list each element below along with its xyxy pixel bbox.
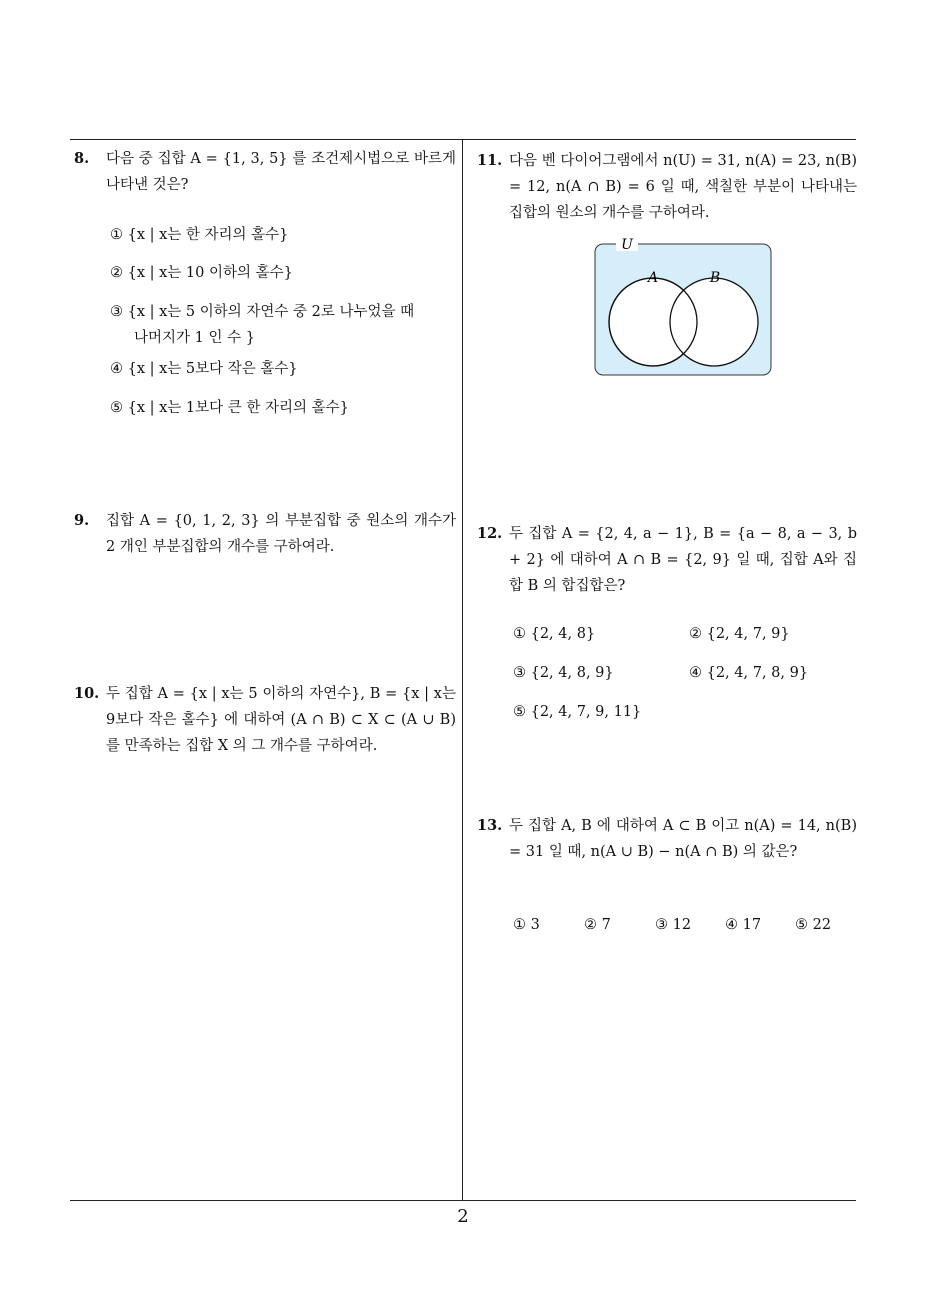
- question-12-option-5[interactable]: ⑤ {2, 4, 7, 9, 11}: [513, 704, 642, 720]
- question-8-option-2[interactable]: ② {x | x는 10 이하의 홀수}: [110, 265, 293, 281]
- question-8-stem: 다음 중 집합 A = {1, 3, 5} 를 조건제시법으로 바르게 나타낸 것은?: [106, 151, 456, 193]
- question-10-stem: 두 집합 A = {x | x는 5 이하의 자연수}, B = {x | x는 9보다 작은 홀수} 에 대하여 (A ∩ B) ⊂ X ⊂ (A ∪ B) 를 만족하는 집합 X 의 그 개수를 구하여라.: [106, 686, 456, 754]
- question-8-number: 8.: [74, 150, 90, 167]
- venn-set-a-label: A: [647, 270, 659, 286]
- column-divider: [462, 139, 463, 1200]
- question-12-option-4[interactable]: ④ {2, 4, 7, 8, 9}: [689, 665, 809, 681]
- question-11: [477, 148, 857, 226]
- venn-set-b-label: B: [709, 270, 721, 286]
- question-12-option-1[interactable]: ① {2, 4, 8}: [513, 626, 596, 642]
- venn-universe-label: U: [621, 237, 633, 253]
- question-13-stem: 두 집합 A, B 에 대하여 A ⊂ B 이고 n(A) = 14, n(B) = 31 일 때, n(A ∪ B) − n(A ∩ B) 의 값은?: [509, 818, 857, 860]
- question-8-option-3[interactable]: ③ {x | x는 5 이하의 자연수 중 2로 나누었을 때: [110, 304, 415, 320]
- question-13-option-1[interactable]: ① 3: [513, 917, 540, 933]
- question-9: [74, 508, 456, 560]
- question-12-stem: 두 집합 A = {2, 4, a − 1}, B = {a − 8, a − 3, b + 2} 에 대하여 A ∩ B = {2, 9} 일 때, 집합 A와 집합 B 의 합집합은?: [509, 526, 857, 594]
- question-8-option-4[interactable]: ④ {x | x는 5보다 작은 홀수}: [110, 361, 298, 377]
- question-13-number: 13.: [477, 817, 503, 834]
- bottom-rule: [70, 1200, 856, 1201]
- question-8-option-5[interactable]: ⑤ {x | x는 1보다 큰 한 자리의 홀수}: [110, 400, 349, 416]
- question-13-option-4[interactable]: ④ 17: [725, 917, 762, 933]
- page-number: 2: [457, 1206, 469, 1227]
- venn-diagram: [594, 234, 774, 380]
- question-13: [477, 813, 857, 865]
- question-13-option-3[interactable]: ③ 12: [655, 917, 692, 933]
- top-rule: [70, 139, 856, 140]
- question-10: [74, 681, 456, 759]
- question-10-number: 10.: [74, 685, 100, 702]
- question-13-option-5[interactable]: ⑤ 22: [795, 917, 832, 933]
- question-11-number: 11.: [477, 152, 503, 169]
- venn-circle-b: [670, 278, 758, 366]
- question-13-option-2[interactable]: ② 7: [584, 917, 611, 933]
- question-12: [477, 521, 857, 599]
- question-12-number: 12.: [477, 525, 503, 542]
- question-8-option-1[interactable]: ① {x | x는 한 자리의 홀수}: [110, 227, 289, 243]
- question-9-stem: 집합 A = {0, 1, 2, 3} 의 부분집합 중 원소의 개수가 2 개인 부분집합의 개수를 구하여라.: [106, 513, 456, 555]
- question-8: [74, 146, 456, 198]
- question-9-number: 9.: [74, 512, 90, 529]
- question-12-option-2[interactable]: ② {2, 4, 7, 9}: [689, 626, 790, 642]
- question-11-stem: 다음 벤 다이어그램에서 n(U) = 31, n(A) = 23, n(B) = 12, n(A ∩ B) = 6 일 때, 색칠한 부분이 나타내는 집합의 원소의 개수를 구하여라.: [509, 153, 857, 221]
- question-12-option-3[interactable]: ③ {2, 4, 8, 9}: [513, 665, 614, 681]
- question-8-option-3-cont: 나머지가 1 인 수 }: [134, 330, 255, 346]
